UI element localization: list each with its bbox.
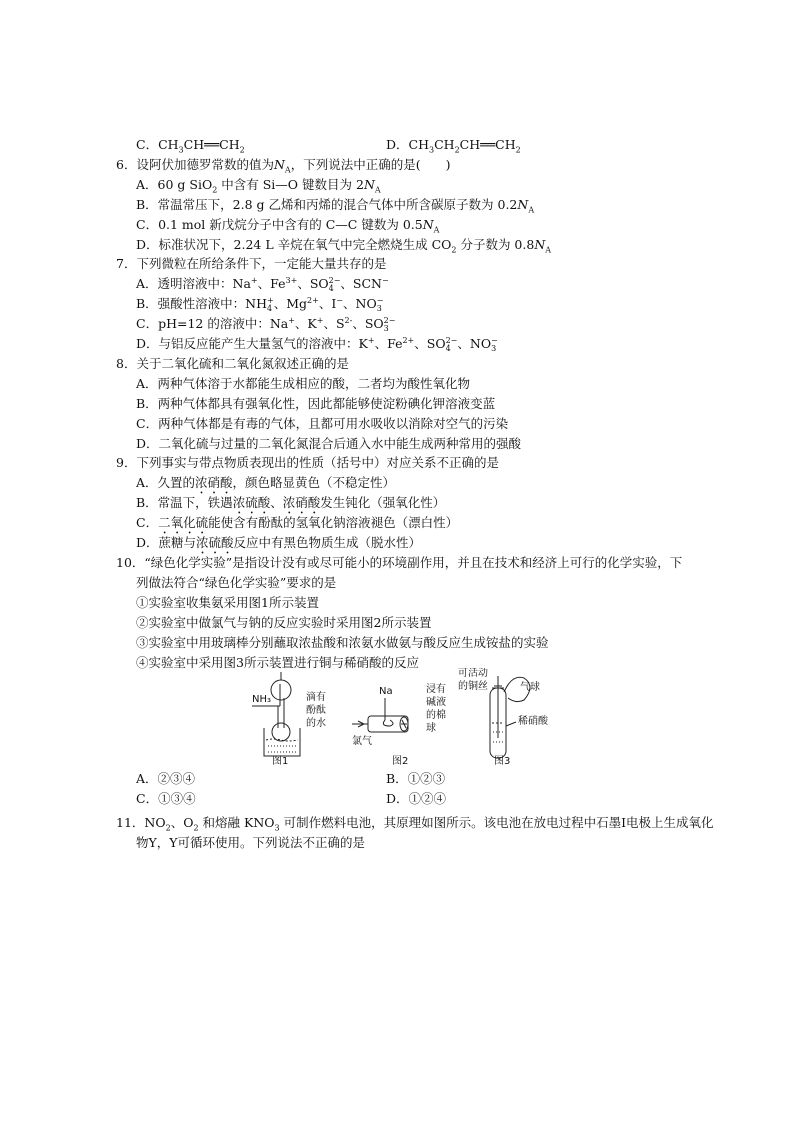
q9-option-c: C．二氧化硫能使含有酚酞的氢氧化钠溶液褪色（漂白性） [136,515,459,530]
q5-option-c: C．$CH_3CH══CH_2$ [136,137,245,155]
q10-option-d: D．①②④ [386,791,447,806]
q10-item-2: ②实验室中做氯气与钠的反应实验时采用图2所示装置 [136,615,432,630]
q6-option-d: D．标准状况下，2.24 L 辛烷在氧气中完全燃烧生成 $CO_2$ 分子数为 $0.8N_A$ [136,237,552,255]
fig3-caption: 图3 [494,756,511,766]
q9-option-b: B．常温下，铁遇浓硫酸、浓硝酸发生钝化（强氧化性） [136,495,446,510]
fig3-wire-line1: 可活动 [458,668,488,679]
q9-stem: 9．下列事实与带点物质表现出的性质（括号中）对应关系不正确的是 [116,455,499,470]
q10-item-3: ③实验室中用玻璃棒分别蘸取浓盐酸和浓氨水做氨与酸反应生成铵盐的实验 [136,635,549,650]
fig1-label-line1: 滴有 [306,692,326,703]
fig2-apparatus [352,698,408,732]
q8-option-b: B．两种气体都具有强氧化性，因此都能够使淀粉碘化钾溶液变蓝 [136,396,496,411]
q7-option-b: B．强酸性溶液中：NH + 4 、$Mg^{2+}$、I−、NO − 3 [136,295,384,313]
q11-stem-line1: 11．$NO_2$、$O_2$ 和熔融 $KNO_3$ 可制作燃料电池，其原理如图所示。该电池在放电过程中石墨Ⅰ电极上生成氧化 [116,815,714,833]
q8-option-c: C．两种气体都是有毒的气体，且都可用水吸收以消除对空气的污染 [136,416,509,431]
fig3-wire-line2: 的铜丝 [458,681,488,692]
q10-item-1: ①实验室收集氨采用图1所示装置 [136,595,319,610]
q6-option-b: B．常温常压下，2.8 g 乙烯和丙烯的混合气体中所含碳原子数为 $0.2N_A$ [136,197,535,215]
q6-option-c: C．0.1 mol 新戊烷分子中含有的 C—C 键数为 $0.5N_A$ [136,217,440,235]
fig3-acid-label: 稀硝酸 [518,716,548,727]
q10-option-b: B．①②③ [386,771,446,786]
q7-option-d: D．与铝反应能产生大量氢气的溶液中：K+、$Fe^{2+}$、SO 2− 4 、NO − 3 [136,335,498,353]
fig2-metal-label: Na [379,686,393,697]
q6-option-a: A．60 g SiO$_2$ 中含有 Si—O 键数目为 $2N_A$ [136,177,381,195]
q10-stem-line1: 10．“绿色化学实验”是指设计没有或尽可能小的环境副作用，并且在技术和经济上可行的化学实验，下 [116,555,683,570]
fig3-balloon-label: 气球 [520,682,540,693]
fig1-apparatus [252,672,300,756]
fig2-label-line1: 浸有 [426,684,446,695]
fig1-label-line3: 的水 [306,718,326,729]
fig1-gas-label: NH₃ [252,694,272,705]
fig2-label-line3: 的棉 [426,710,446,721]
fig1-label-line2: 酚酞 [306,705,326,716]
q5-option-d: D．$CH_3CH_2CH══CH_2$ [386,137,521,155]
q8-option-d: D．二氧化硫与过量的二氧化氮混合后通入水中能生成两种常用的强酸 [136,436,522,451]
q7-option-a: A．透明溶液中：Na+、$Fe^{3+}$、SO 2− 4 、SCN− [136,275,389,293]
q8-stem: 8．关于二氧化硫和二氧化氮叙述正确的是 [116,356,349,371]
q10-item-4: ④实验室中采用图3所示装置进行铜与稀硝酸的反应 [136,655,419,670]
q9-option-a: A．久置的浓硝酸，颜色略显黄色（不稳定性） [136,475,396,490]
fig2-label-line4: 球 [426,723,436,734]
q10-stem-line2: 列做法符合“绿色化学实验”要求的是 [136,575,337,590]
q10-option-a: A．②③④ [136,771,196,786]
q9-option-d: D．蔗糖与浓硫酸反应中有黑色物质生成（脱水性） [136,535,422,550]
fig1-caption: 图1 [272,756,289,766]
fig2-gas-label: 氯气 [352,736,372,747]
q10-option-c: C．①③④ [136,791,196,806]
fig2-caption: 图2 [392,756,409,766]
q10-figures [240,668,560,766]
fig2-label-line2: 碱液 [426,697,446,708]
q6-stem: 6．设阿伏加德罗常数的值为$N_A$，下列说法中正确的是( ) [116,157,451,175]
q7-stem: 7．下列微粒在所给条件下，一定能大量共存的是 [116,256,387,271]
q11-stem-line2: 物Y，Y可循环使用。下列说法不正确的是 [136,835,366,850]
q7-option-c: C．pH=12 的溶液中：Na+、K+、$S^{2-}$、SO 2− 3 [136,315,396,333]
q8-option-a: A．两种气体溶于水都能生成相应的酸，二者均为酸性氧化物 [136,376,471,391]
